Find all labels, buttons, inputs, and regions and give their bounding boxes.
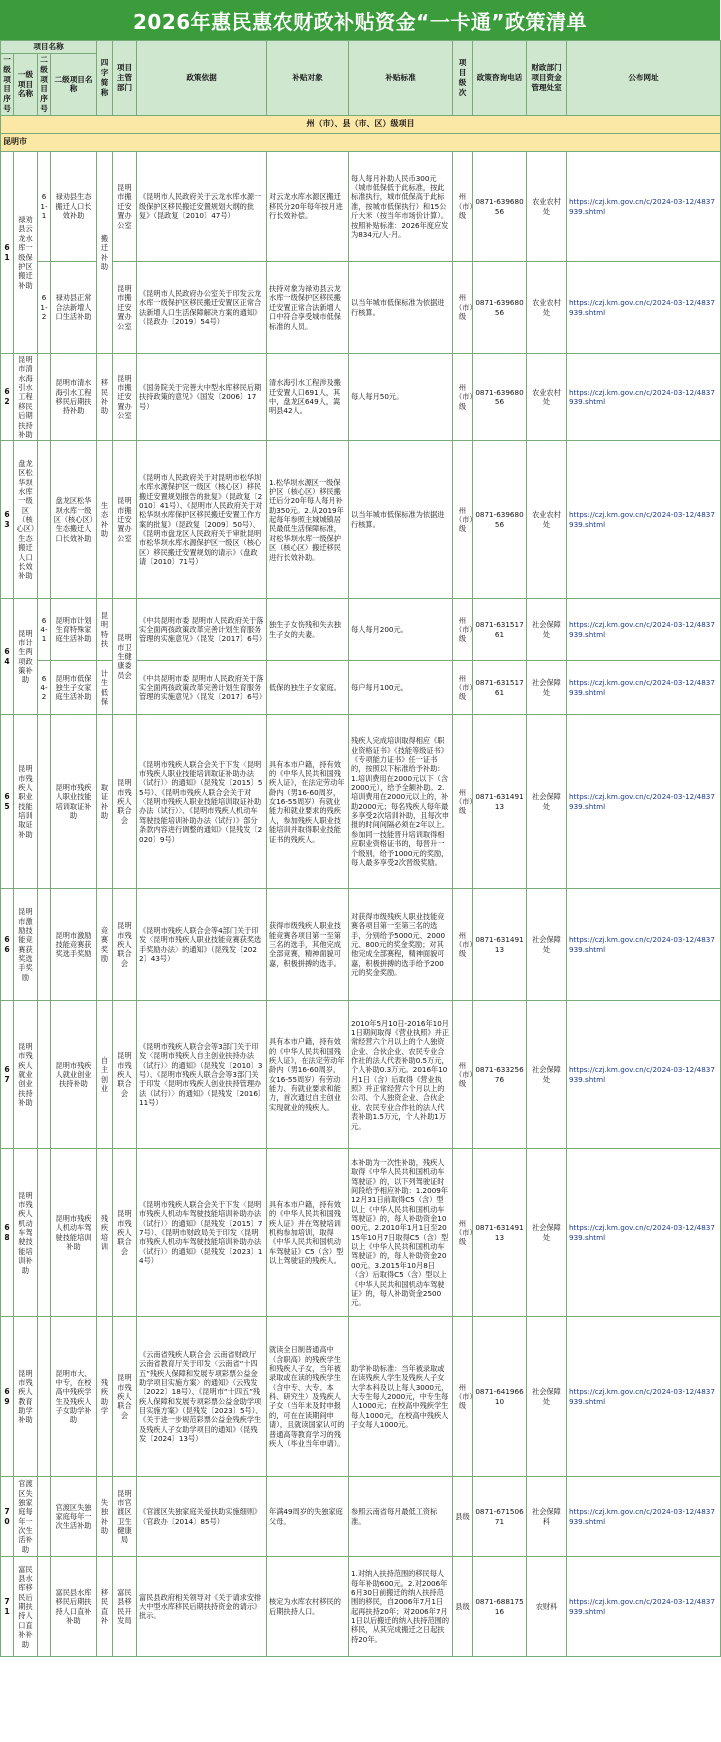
level2-number xyxy=(38,889,51,1001)
subsidy-standard: 残疾人完成培训取得相应《职业资格证书》《技能等级证书》《专项能力证书》任一证书的，按照以下标准给予补助：1.培训费用在2000元以下（含2000元），给予全额补助。2.培训费用在2000元以上的，补助2000元；每名残疾人每年最多享受2次培训补助，且每次申报的时间间隔必须在2年以上。参加同一技能晋升培训取得相应职业资格证书的，每晋升一个级别，给予1000元的奖励，每人最多享受2次晋级奖励。 xyxy=(349,715,453,889)
level2-name: 禄劝县生态搬迁人口长效补助 xyxy=(51,152,97,262)
policy-basis: 《国务院关于完善大中型水库移民后期扶持政策的意见》（国发〔2006〕17号） xyxy=(137,354,267,441)
subsidy-target: 具有本市户籍，持有效的《中华人民共和国残疾人证》并在驾驶培训机构参加培训，取得《中华人民共和国机动车驾驶证》C5（含）型以上驾驶证的残疾人。 xyxy=(267,1149,349,1317)
finance-office: 社会保障处 xyxy=(527,1317,567,1477)
subsidy-target: 年满49周岁的失独家庭父母。 xyxy=(267,1477,349,1557)
subsidy-standard: 每户每月100元。 xyxy=(349,661,453,715)
consult-phone: 0871-63968056 xyxy=(473,152,527,262)
finance-office: 社会保障处 xyxy=(527,715,567,889)
header-l2-no: 二级项目序号 xyxy=(38,53,51,115)
policy-basis: 《昆明市人民政府办公室关于印发云龙水库一级保护区移民搬迁安置区正常合法新增人口生活保障解决方案的通知》（昆政办〔2019〕54号） xyxy=(137,262,267,354)
policy-basis: 《昆明市人民政府关于对昆明市松华坝水库水源保护区一级区（核心区）移民搬迁安置规划报告的批复》（昆政复〔2010〕41号）、《昆明市人民政府关于对松华坝水库保护区移民搬迁安置工作方案的批复》（昆政复〔2009〕50号）、《昆明市盘龙区人民政府关于审批昆明市松华坝水库水源保护区一级区（核心区）移民搬迁安置规划的请示》（盘政请〔2010〕71号） xyxy=(137,441,267,599)
level2-number: 64-1 xyxy=(38,599,51,661)
level1-name: 昆明市残疾人教育助学补助 xyxy=(14,1317,38,1477)
row-number: 63 xyxy=(1,441,14,599)
consult-phone: 0871-63149113 xyxy=(473,889,527,1001)
table-row xyxy=(1,1317,721,1477)
policy-basis: 《官渡区失独家庭关爱扶助实施细则》（官政办〔2014〕85号） xyxy=(137,1477,267,1557)
policy-basis: 《中共昆明市委 昆明市人民政府关于落实全面两孩政策改革完善计划生育服务管理的实施意见》（昆发〔2017〕6号） xyxy=(137,661,267,715)
table-row xyxy=(1,152,721,262)
city-band: 昆明市 xyxy=(1,134,721,152)
page-title: 2026年惠民惠农财政补贴资金“一卡通”政策清单 xyxy=(0,0,720,40)
subsidy-target: 独生子女伤残和失去独生子女的夫妻。 xyxy=(267,599,349,661)
project-level: 州（市）级 xyxy=(453,262,473,354)
level1-name: 昆明市残疾人就业创业扶持补助 xyxy=(14,1001,38,1149)
table-row xyxy=(1,661,721,715)
table-row xyxy=(1,441,721,599)
subsidy-target: 具有本市户籍，持有效的《中华人民共和国残疾人证》，在法定劳动年龄内（男16-60周岁，女16-55周岁）有劳动能力、有就业要求和能力，首次通过自主创业实现就业的残疾人。 xyxy=(267,1001,349,1149)
header-project-name: 项目名称 xyxy=(1,41,97,54)
subsidy-standard: 每人每月补助人民币300元（城市低保低于此标准，按此标准执行，城市低保高于此标准，按城市低保执行）和15公斤大米（按当年市场价计算）。按照补贴标准：2026年度应发为834元/人·月。 xyxy=(349,152,453,262)
table-row xyxy=(1,1477,721,1557)
dept: 昆明市搬迁安置办公室 xyxy=(113,262,137,354)
project-level: 州（市）级 xyxy=(453,152,473,262)
header-basis: 政策依据 xyxy=(137,41,267,116)
level-band: 州（市）、县（市、区）级项目 xyxy=(1,116,721,134)
consult-phone: 0871-63151761 xyxy=(473,661,527,715)
level2-name: 昆明市残疾人机动车驾驶技能培训补助 xyxy=(51,1149,97,1317)
policy-basis: 《昆明市残疾人联合会关于下发〈昆明市残疾人机动车驾驶技能培训补助办法（试行）〉的通知》（昆残发〔2015〕77号）、《昆明市财政局关于印发〈昆明市残疾人机动车驾驶技能培训补助办法（试行）〉的通知》（昆残发〔2023〕14号） xyxy=(137,1149,267,1317)
subsidy-standard: 每人每月200元。 xyxy=(349,599,453,661)
level2-number xyxy=(38,1477,51,1557)
header-dept: 项目主管部门 xyxy=(113,41,137,116)
finance-office: 农财科 xyxy=(527,1557,567,1657)
short-name: 残疾培训 xyxy=(97,1149,113,1317)
level1-name: 富民县水库移民后期扶持人口直补补助 xyxy=(14,1557,38,1657)
project-level: 州（市）级 xyxy=(453,599,473,661)
policy-link[interactable]: https://czj.km.gov.cn/c/2024-03-12/4837939.shtml xyxy=(569,197,715,216)
policy-link[interactable]: https://czj.km.gov.cn/c/2024-03-12/4837939.shtml xyxy=(569,1065,715,1084)
dept: 昆明市搬迁安置办公室 xyxy=(113,152,137,262)
level1-name: 盘龙区松华坝水库一级区（核心区）生态搬迁人口长效补助 xyxy=(14,441,38,599)
policy-link[interactable]: https://czj.km.gov.cn/c/2024-03-12/4837939.shtml xyxy=(569,1507,715,1526)
short-name: 自主创业 xyxy=(97,1001,113,1149)
subsidy-standard: 以当年城市低保标准为依据进行核算。 xyxy=(349,262,453,354)
level1-name: 昆明市计生两项政策补助 xyxy=(14,599,38,715)
level1-name: 昆明市残疾人机动车驾驶技能培训补助 xyxy=(14,1149,38,1317)
policy-basis: 《云南省残疾人联合会 云南省财政厅 云南省教育厅关于印发〈云南省“十四五”残疾人保障和发展专项彩票公益金助学项目实施方案〉的通知》（云残发〔2022〕18号）、《昆明市“十四五”残疾人保障和发展专项彩票公益金助学项目实施方案》（昆残发〔2023〕5号）、《关于进一步规范彩票公益金残疾学生及残疾人子女助学项目的通知》（昆残发〔2024〕13号） xyxy=(137,1317,267,1477)
subsidy-target: 低保的独生子女家庭。 xyxy=(267,661,349,715)
level2-number xyxy=(38,1149,51,1317)
project-level: 州（市）级 xyxy=(453,661,473,715)
policy-table xyxy=(0,40,721,1657)
short-name: 生态补助 xyxy=(97,441,113,599)
level2-number xyxy=(38,715,51,889)
header-l2-name: 二级项目名称 xyxy=(51,53,97,115)
level2-number: 61-2 xyxy=(38,262,51,354)
subsidy-target: 1.松华坝水源区一级保护区（核心区）移民搬迁后分20年每人每月补助350元。2.从2019年起每年参照主城城镇居民最低生活保障标准，对松华坝水库一级保护区（核心区）搬迁移民进行长效补助。 xyxy=(267,441,349,599)
subsidy-target: 获得市级残疾人职业技能竞赛各项目第一至第三名的选手，其他完成全部竞赛，精神面貌可嘉，积极拼搏的选手。 xyxy=(267,889,349,1001)
consult-phone: 0871-67150671 xyxy=(473,1477,527,1557)
header-target: 补贴对象 xyxy=(267,41,349,116)
short-name: 竞赛奖励 xyxy=(97,889,113,1001)
project-level: 州（市）级 xyxy=(453,354,473,441)
dept: 昆明市残疾人联合会 xyxy=(113,1149,137,1317)
table-row xyxy=(1,1149,721,1317)
table-row xyxy=(1,889,721,1001)
row-number: 71 xyxy=(1,1557,14,1657)
policy-link[interactable]: https://czj.km.gov.cn/c/2024-03-12/4837939.shtml xyxy=(569,678,715,697)
dept: 昆明市残疾人联合会 xyxy=(113,1317,137,1477)
subsidy-standard: 以当年城市低保标准为依据进行核算。 xyxy=(349,441,453,599)
policy-basis: 《昆明市残疾人联合会等3部门关于印发〈昆明市残疾人自主创业扶持办法（试行）〉的通知》（昆残发〔2010〕3号）、《昆明市残疾人联合会等3部门关于印发〈昆明市残疾人创业扶持管理办法（试行）〉的通知》（昆残发〔2016〕11号） xyxy=(137,1001,267,1149)
header-phone: 政策咨询电话 xyxy=(473,41,527,116)
consult-phone: 0871-64196610 xyxy=(473,1317,527,1477)
subsidy-target: 就读全日制普通高中（含职高）的残疾学生和残疾人子女，当年被录取或在读的残疾学生（含中专、大专、本科、研究生）及残疾人子女（当年未及时申报的，可在在读期间申请），且就读国家认可的普通高等教育学习的残疾人（毕业当年申请）。 xyxy=(267,1317,349,1477)
subsidy-target: 具有本市户籍，持有效的《中华人民共和国残疾人证》，在法定劳动年龄内（男16-60周岁，女16-55周岁）有就业能力和就业要求的残疾人，参加残疾人职业技能培训并取得职业技能证书的残疾人。 xyxy=(267,715,349,889)
level2-name: 昆明市激励技能竞赛获奖选手奖励 xyxy=(51,889,97,1001)
row-number: 66 xyxy=(1,889,14,1001)
policy-link[interactable]: https://czj.km.gov.cn/c/2024-03-12/4837939.shtml xyxy=(569,298,715,317)
table-row xyxy=(1,354,721,441)
level2-name: 昆明市低保独生子女家庭生活补助 xyxy=(51,661,97,715)
dept: 富民县移民开发局 xyxy=(113,1557,137,1657)
level2-number xyxy=(38,354,51,441)
policy-link[interactable]: https://czj.km.gov.cn/c/2024-03-12/4837939.shtml xyxy=(569,1223,715,1242)
level2-name: 富民县水库移民后期扶持人口直补补助 xyxy=(51,1557,97,1657)
level2-name: 禄劝县正常合法新增人口生活补助 xyxy=(51,262,97,354)
dept: 昆明市残疾人联合会 xyxy=(113,1001,137,1149)
consult-phone: 0871-63149113 xyxy=(473,1149,527,1317)
header-l1-name: 一级项目名称 xyxy=(14,53,38,115)
consult-phone: 0871-63968056 xyxy=(473,441,527,599)
policy-link[interactable]: https://czj.km.gov.cn/c/2024-03-12/4837939.shtml xyxy=(569,1597,715,1616)
header-standard: 补贴标准 xyxy=(349,41,453,116)
row-number: 70 xyxy=(1,1477,14,1557)
finance-office: 社会保障处 xyxy=(527,599,567,661)
level1-name: 昆明市残疾人职业技能培训取证补助 xyxy=(14,715,38,889)
finance-office: 农业农村处 xyxy=(527,152,567,262)
level2-name: 昆明市大、中专，在校高中残疾学生及残疾人子女助学补助 xyxy=(51,1317,97,1477)
table-row xyxy=(1,1557,721,1657)
project-level: 县级 xyxy=(453,1557,473,1657)
short-name: 残疾助学 xyxy=(97,1317,113,1477)
row-number: 67 xyxy=(1,1001,14,1149)
level2-name: 昆明市残疾人职业技能培训取证补助 xyxy=(51,715,97,889)
short-name: 计生低保 xyxy=(97,661,113,715)
subsidy-target: 清水海引水工程涉及搬迁安置人口691人，其中，盘龙区649人，嵩明县42人。 xyxy=(267,354,349,441)
header-url: 公布网址 xyxy=(567,41,721,116)
consult-phone: 0871-63968056 xyxy=(473,262,527,354)
finance-office: 社会保障处 xyxy=(527,1149,567,1317)
finance-office: 社会保障处 xyxy=(527,889,567,1001)
level2-number: 64-2 xyxy=(38,661,51,715)
dept: 昆明市搬迁安置办公室 xyxy=(113,441,137,599)
level1-name: 昆明市清水海引水工程移民后期扶持补助 xyxy=(14,354,38,441)
finance-office: 农业农村处 xyxy=(527,354,567,441)
policy-link[interactable]: https://czj.km.gov.cn/c/2024-03-12/4837939.shtml xyxy=(569,510,715,529)
level2-number: 61-1 xyxy=(38,152,51,262)
project-level: 州（市）级 xyxy=(453,889,473,1001)
subsidy-standard: 助学补助标准：当年被录取或在读残疾人学生及残疾人子女大学本科及以上每人3000元，大专生每人2000元，中专生每人1000元；在校高中残疾学生每人1000元，在校高中残疾人子女每人1000元。 xyxy=(349,1317,453,1477)
finance-office: 农业农村处 xyxy=(527,441,567,599)
finance-office: 社会保障处 xyxy=(527,661,567,715)
subsidy-standard: 对获得市级残疾人职业技能竞赛各项目第一至第三名的选手，分别给予5000元、2000元、800元的奖金奖励；对其他完成全部赛程，精神面貌可嘉，积极拼搏的选手给予200元的奖金奖励。 xyxy=(349,889,453,1001)
project-level: 县级 xyxy=(453,1477,473,1557)
level2-number xyxy=(38,1001,51,1149)
subsidy-target: 核定为水库农村移民的后期扶持人口。 xyxy=(267,1557,349,1657)
policy-link[interactable]: https://czj.km.gov.cn/c/2024-03-12/4837939.shtml xyxy=(569,1387,715,1406)
project-level: 州（市）级 xyxy=(453,715,473,889)
finance-office: 社会保障处 xyxy=(527,1001,567,1149)
consult-phone: 0871-63968056 xyxy=(473,354,527,441)
subsidy-standard: 1.对纳入扶持范围的移民每人每年补助600元。2.对2006年6月30日前搬迁的纳入扶持范围的移民，自2006年7月1日起再扶持20年；对2006年7月1日以后搬迁的纳入扶持范围的移民，从其完成搬迁之日起扶持20年。 xyxy=(349,1557,453,1657)
consult-phone: 0871-63151761 xyxy=(473,599,527,661)
policy-basis: 《昆明市人民政府关于云龙水库水源一级保护区移民搬迁安置规划大纲的批复》（昆政复〔2010〕47号） xyxy=(137,152,267,262)
subsidy-standard: 每人每月50元。 xyxy=(349,354,453,441)
table-row xyxy=(1,715,721,889)
subsidy-target: 扶持对象为禄劝县云龙水库一级保护区移民搬迁安置正常合法新增人口中符合享受城市低保标准的人员。 xyxy=(267,262,349,354)
header-l1-no: 一级项目序号 xyxy=(1,53,14,115)
dept: 昆明市卫生健康委员会 xyxy=(113,599,137,715)
short-name: 取证补助 xyxy=(97,715,113,889)
table-row xyxy=(1,1001,721,1149)
level2-number xyxy=(38,441,51,599)
subsidy-standard: 2010年5月10日-2016年10月1日期间取得《营业执照》并正常经营六个月以上的个人独资企业、合伙企业、农民专业合作社的法人代表补助0.5万元，个人补助0.3万元。2016年10月1日（含）后取得《营业执照》并正常经营六个月以上的公司、个人独资企业、合伙企业、农民专业合作社的法人代表补助1.5万元，个人补助1万元。 xyxy=(349,1001,453,1149)
row-number: 61 xyxy=(1,152,14,354)
short-name: 移民补助 xyxy=(97,354,113,441)
policy-link[interactable]: https://czj.km.gov.cn/c/2024-03-12/4837939.shtml xyxy=(569,935,715,954)
subsidy-standard: 参照云南省每月最低工资标准。 xyxy=(349,1477,453,1557)
policy-link[interactable]: https://czj.km.gov.cn/c/2024-03-12/4837939.shtml xyxy=(569,792,715,811)
row-number: 69 xyxy=(1,1317,14,1477)
dept: 昆明市残疾人联合会 xyxy=(113,889,137,1001)
policy-basis: 富民县政府相关领导对《关于请求安排大中型水库移民后期扶持资金的请示》批示。 xyxy=(137,1557,267,1657)
consult-phone: 0871-63325676 xyxy=(473,1001,527,1149)
dept: 昆明市残疾人联合会 xyxy=(113,715,137,889)
level1-name: 昆明市激励技能竞赛获奖选手奖励 xyxy=(14,889,38,1001)
header-level: 项目级次 xyxy=(453,41,473,116)
dept: 昆明市官渡区卫生健康局 xyxy=(113,1477,137,1557)
table-row xyxy=(1,599,721,661)
policy-basis: 《昆明市残疾人联合会关于下发〈昆明市残疾人职业技能培训取证补助办法（试行）〉的通知》（昆残发〔2015〕55号）、《昆明市残疾人联合会关于对〈昆明市残疾人职业技能培训取证补助办法（试行）〉、《昆明市残疾人机动车驾驶技能培训补助办法（试行）》部分条款内容进行调整的通知》（昆残发〔2020〕9号） xyxy=(137,715,267,889)
finance-office: 农业农村处 xyxy=(527,262,567,354)
level2-name: 昆明市残疾人就业创业扶持补助 xyxy=(51,1001,97,1149)
header-finance: 财政部门项目资金管理处室 xyxy=(527,41,567,116)
consult-phone: 0871-63149113 xyxy=(473,715,527,889)
project-level: 州（市）级 xyxy=(453,441,473,599)
policy-link[interactable]: https://czj.km.gov.cn/c/2024-03-12/4837939.shtml xyxy=(569,387,715,407)
row-number: 65 xyxy=(1,715,14,889)
project-level: 州（市）级 xyxy=(453,1149,473,1317)
header-short-name: 四字简称 xyxy=(97,41,113,116)
level2-name: 盘龙区松华坝水库一级区（核心区）生态搬迁人口长效补助 xyxy=(51,441,97,599)
level2-number xyxy=(38,1557,51,1657)
row-number: 68 xyxy=(1,1149,14,1317)
short-name: 搬迁补助 xyxy=(97,152,113,354)
project-level: 州（市）级 xyxy=(453,1001,473,1149)
policy-basis: 《中共昆明市委 昆明市人民政府关于落实全面两孩政策改革完善计划生育服务管理的实施意见》（昆发〔2017〕6号） xyxy=(137,599,267,661)
finance-office: 社会保障科 xyxy=(527,1477,567,1557)
row-number: 62 xyxy=(1,354,14,441)
row-number: 64 xyxy=(1,599,14,715)
level1-name: 官渡区失独家庭每年一次生活补助 xyxy=(14,1477,38,1557)
project-level: 州（市）级 xyxy=(453,1317,473,1477)
level2-name: 官渡区失独家庭每年一次生活补助 xyxy=(51,1477,97,1557)
level1-name: 禄劝县云龙水库一级保护区搬迁补助 xyxy=(14,152,38,354)
subsidy-target: 对云龙水库水源区搬迁移民分20年每年按月进行长效补偿。 xyxy=(267,152,349,262)
consult-phone: 0871-68817516 xyxy=(473,1557,527,1657)
level2-number xyxy=(38,1317,51,1477)
short-name: 失独补助 xyxy=(97,1477,113,1557)
short-name: 移民直补 xyxy=(97,1557,113,1657)
subsidy-standard: 本补助为一次性补助，残疾人取得《中华人民共和国机动车驾驶证》的，以下列驾驶证时间段给予相应补助：1.2009年12月31日前取得C5（含）型以上《中华人民共和国机动车驾驶证》的，每人补助资金1000元。2.2010年1月1日至2015年10月7日取得C5（含）型以上《中华人民共和国机动车驾驶证》的，每人补助资金2000元。3.2015年10月8日（含）后取得C5（含）型以上《中华人民共和国机动车驾驶证》的，每人补助资金2500元。 xyxy=(349,1149,453,1317)
short-name: 昆明特扶 xyxy=(97,599,113,661)
level2-name: 昆明市清水海引水工程移民后期扶持补助 xyxy=(51,354,97,441)
policy-link[interactable]: https://czj.km.gov.cn/c/2024-03-12/4837939.shtml xyxy=(569,620,715,639)
policy-basis: 《昆明市残疾人联合会等4部门关于印发〈昆明市残疾人职业技能竞赛获奖选手奖励办法〉的通知》（昆残发〔2022〕43号） xyxy=(137,889,267,1001)
dept: 昆明市搬迁安置办公室 xyxy=(113,354,137,441)
level2-name: 昆明市计划生育特殊家庭生活补助 xyxy=(51,599,97,661)
